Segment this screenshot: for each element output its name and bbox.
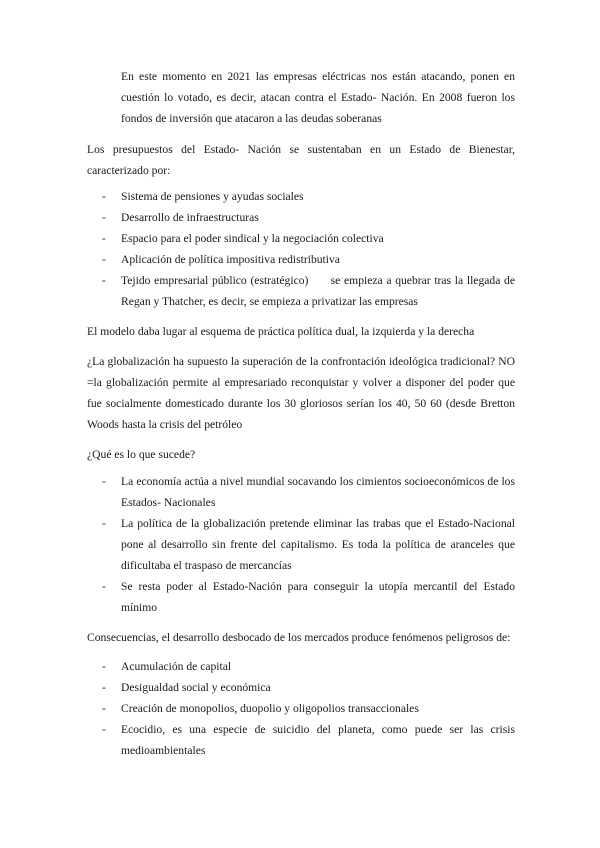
bullet-dash: -: [102, 580, 106, 593]
list-item: [87, 186, 515, 207]
list-item-text: Desigualdad social y económica: [121, 681, 271, 694]
list-item: [87, 270, 518, 312]
list-item-text: Aplicación de política impositiva redistributiva: [121, 253, 340, 266]
bullet-dash: -: [102, 517, 106, 530]
list-item: [87, 249, 515, 270]
bullet-dash: -: [102, 723, 106, 736]
bullet-dash: -: [102, 253, 106, 266]
bullet-dash: -: [102, 475, 106, 488]
list-item: [87, 719, 515, 761]
bullet-dash: -: [102, 681, 106, 694]
list-item: [87, 228, 515, 249]
list-item-text: Acumulación de capital: [121, 660, 232, 673]
list-item: [87, 207, 515, 228]
list-item-text: Espacio para el poder sindical y la negociación colectiva: [121, 232, 384, 245]
sucede-list: [87, 471, 515, 618]
list-item-text: Creación de monopolios, duopolio y oligopolios transaccionales: [121, 702, 419, 715]
list-item-text: Se resta poder al Estado-Nación para conseguir la utopía mercantil del Estado mínimo: [121, 580, 515, 614]
bullet-dash: -: [102, 274, 106, 287]
bullet-dash: -: [102, 660, 106, 673]
list-item-text: Tejido empresarial público (estratégico) se empieza a quebrar tras la llegada de Regan y Thatcher, es decir, se empieza a privatizar las empresas: [121, 274, 518, 308]
consecuencias-list: [87, 656, 515, 761]
list-item: [87, 677, 515, 698]
list-item: [87, 656, 515, 677]
bullet-dash: -: [102, 190, 106, 203]
list-item-text: Desarrollo de infraestructuras: [121, 211, 259, 224]
consecuencias-intro: Consecuencias, el desarrollo desbocado de los mercados produce fenómenos peligrosos de:: [87, 631, 511, 644]
bienestar-list: [87, 186, 518, 312]
sucede-question: ¿Qué es lo que sucede?: [87, 448, 196, 461]
bullet-dash: -: [102, 232, 106, 245]
list-item-text: La política de la globalización pretende eliminar las trabas que el Estado-Nacional pone al desarrollo sin frente del capitalismo. Es toda la política de aranceles que dificultaba el traspaso de mercancías: [121, 517, 515, 572]
bullet-dash: -: [102, 702, 106, 715]
list-item: [87, 698, 515, 719]
bullet-dash: -: [102, 211, 106, 224]
document-body: [87, 66, 518, 761]
list-item-text: La economía actúa a nivel mundial socavando los cimientos socioeconómicos de los Estados- Nacionales: [121, 475, 515, 509]
list-item: [87, 576, 515, 618]
list-item-text: Sistema de pensiones y ayudas sociales: [121, 190, 304, 203]
globalizacion-question: ¿La globalización ha supuesto la superación de la confrontación ideológica tradicional? NO =la globalización permite al empresariado reconquistar y volver a disponer del poder que fue socialmente domesticado durante los 30 gloriosos serían los 40, 50 60 (desde Bretton Woods hasta la crisis del petróleo: [87, 355, 515, 431]
intro-paragraph: En este momento en 2021 las empresas eléctricas nos están atacando, ponen en cuestión lo votado, es decir, atacan contra el Estado- Nación. En 2008 fueron los fondos de inversión que atacaron a las deudas soberanas: [121, 70, 515, 125]
list-item-text: Ecocidio, es una especie de suicidio del planeta, como puede ser las crisis medioambientales: [121, 723, 515, 757]
bienestar-intro: Los presupuestos del Estado- Nación se sustentaban en un Estado de Bienestar, caracterizado por:: [87, 143, 515, 177]
list-item: [87, 471, 515, 513]
modelo-paragraph: El modelo daba lugar al esquema de práctica política dual, la izquierda y la derecha: [87, 325, 475, 338]
list-item: [87, 513, 515, 576]
